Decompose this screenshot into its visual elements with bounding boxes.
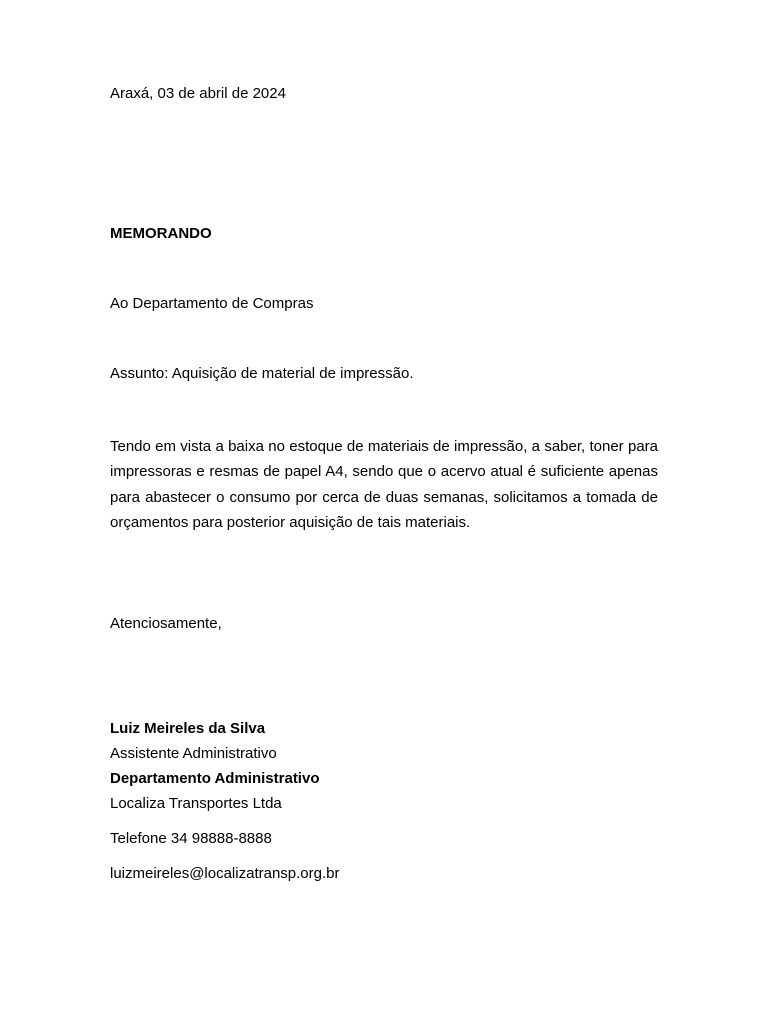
- signature-name: Luiz Meireles da Silva: [110, 720, 266, 737]
- signature-role: Assistente Administrativo: [110, 745, 277, 762]
- subject: Assunto: Aquisição de material de impressão.: [110, 365, 414, 382]
- place-date: Araxá, 03 de abril de 2024: [110, 85, 286, 102]
- signature-email: luizmeireles@localizatransp.org.br: [110, 865, 340, 882]
- signature-department: Departamento Administrativo: [110, 770, 320, 787]
- recipient: Ao Departamento de Compras: [110, 295, 314, 312]
- closing: Atenciosamente,: [110, 615, 222, 632]
- body-paragraph: Tendo em vista a baixa no estoque de materiais de impressão, a saber, toner para impressoras e resmas de papel A4, sendo que o acervo atual é suficiente apenas para abastecer o consumo por cerca de duas semanas, solicitamos a tomada de orçamentos para posterior aquisição de tais materiais.: [110, 438, 658, 531]
- memo-heading: MEMORANDO: [110, 225, 212, 242]
- signature-company: Localiza Transportes Ltda: [110, 795, 282, 812]
- signature-phone: Telefone 34 98888-8888: [110, 830, 272, 847]
